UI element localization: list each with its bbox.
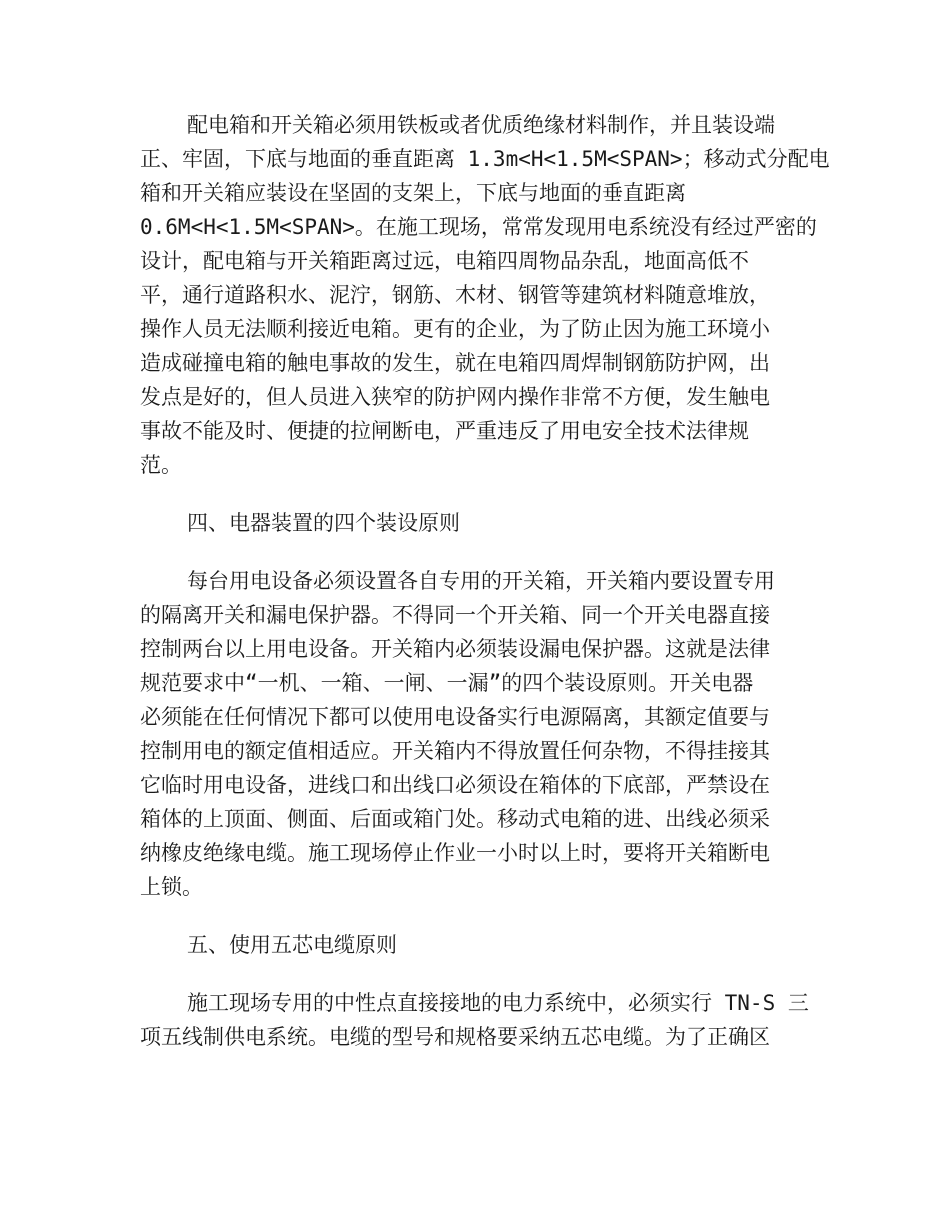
heading-text: 四、电器装置的四个装设原则 [187,511,460,535]
text-line: 纳橡皮绝缘电缆。施工现场停止作业一小时以上时，要将开关箱断电 [140,841,770,865]
text-line: 操作人员无法顺利接近电箱。更有的企业，为了防止因为施工环境小 [140,317,770,341]
text-line: 规范要求中“一机、一箱、一闸、一漏”的四个装设原则。开关电器 [140,671,754,695]
text-line: 箱和开关箱应装设在坚固的支架上，下底与地面的垂直距离 [140,181,686,205]
paragraph-four-principles [140,564,820,904]
text-line: 事故不能及时、便捷的拉闸断电，严重违反了用电安全技术法律规 [140,419,749,443]
text-line: 施工现场专用的中性点直接接地的电力系统中，必须实行 TN-S 三 [187,991,809,1015]
text-line: 必须能在任何情况下都可以使用电设备实行电源隔离，其额定值要与 [140,705,770,729]
text-line: 范。 [140,453,182,477]
section-heading-five [140,928,820,962]
text-line: 配电箱和开关箱必须用铁板或者优质绝缘材料制作，并且装设端 [187,113,775,137]
text-line: 每台用电设备必须设置各自专用的开关箱，开关箱内要设置专用 [187,569,775,593]
text-line: 正、牢固，下底与地面的垂直距离 1.3m<H<1.5M<SPAN>；移动式分配电 [140,147,830,171]
document-page [140,108,830,1078]
text-line: 造成碰撞电箱的触电事故的发生，就在电箱四周焊制钢筋防护网，出 [140,351,770,375]
text-line: 控制两台以上用电设备。开关箱内必须装设漏电保护器。这就是法律 [140,637,770,661]
text-line: 平，通行道路积水、泥泞，钢筋、木材、钢管等建筑材料随意堆放， [140,283,770,307]
text-line: 箱体的上顶面、侧面、后面或箱门处。移动式电箱的进、出线必须采 [140,807,770,831]
heading-text: 五、使用五芯电缆原则 [187,933,397,957]
text-line: 的隔离开关和漏电保护器。不得同一个开关箱、同一个开关电器直接 [140,603,770,627]
text-line: 发点是好的，但人员进入狭窄的防护网内操作非常不方便，发生触电 [140,385,770,409]
text-line: 设计，配电箱与开关箱距离过远，电箱四周物品杂乱，地面高低不 [140,249,749,273]
text-line: 上锁。 [140,875,203,899]
section-heading-four [140,506,820,540]
text-line: 控制用电的额定值相适应。开关箱内不得放置任何杂物，不得挂接其 [140,739,770,763]
paragraph-five-core-cable [140,986,820,1054]
text-line: 它临时用电设备，进线口和出线口必须设在箱体的下底部，严禁设在 [140,773,770,797]
text-line: 项五线制供电系统。电缆的型号和规格要采纳五芯电缆。为了正确区 [140,1025,770,1049]
text-line: 0.6M<H<1.5M<SPAN>。在施工现场，常常发现用电系统没有经过严密的 [140,215,817,239]
paragraph-distribution-box [140,108,830,482]
